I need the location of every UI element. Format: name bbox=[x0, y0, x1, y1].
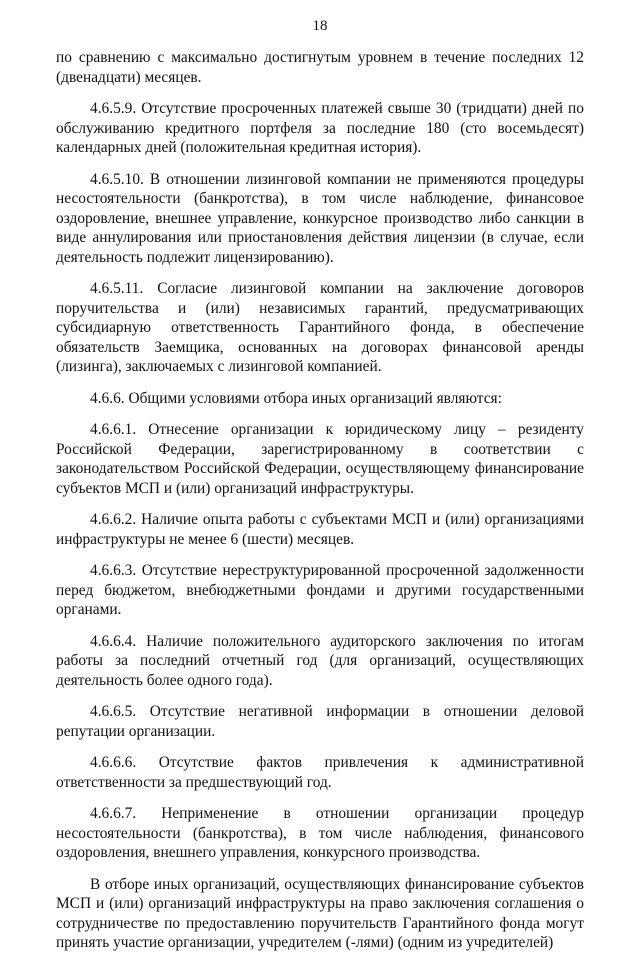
document-body bbox=[56, 48, 584, 965]
paragraph-4-6-6-3: 4.6.6.3. Отсутствие нереструктурированной просроченной задолженности перед бюджетом, внебюджетными фондами и другими государственными органами. bbox=[56, 562, 584, 618]
paragraph-4-6-6-5: 4.6.6.5. Отсутствие негативной информации в отношении деловой репутации организации. bbox=[56, 703, 584, 740]
paragraph-4-6-5-11: 4.6.5.11. Согласие лизинговой компании на заключение договоров поручительства и (или) независимых гарантий, предусматривающих субсидиарную ответственность Гарантийного фонда, в обеспечение обязательств Заемщика, основанных на договорах финансовой аренды (лизинга), заключаемых с лизинговой компанией. bbox=[56, 280, 584, 375]
paragraph-selection-participants: В отборе иных организаций, осуществляющих финансирование субъектов МСП и (или) организаций инфраструктуры на право заключения соглашения о сотрудничестве по предоставлению поручительств Гарантийного фонда могут принять участие организации, учредителем (-лями) (одним из учредителей) bbox=[56, 875, 584, 951]
paragraph-4-6-6-7: 4.6.6.7. Неприменение в отношении организации процедур несостоятельности (банкротства), в том числе наблюдения, финансового оздоровления, внешнего управления, конкурсного производства. bbox=[56, 805, 584, 861]
paragraph-4-6-6-1: 4.6.6.1. Отнесение организации к юридическому лицу – резиденту Российской Федерации, зарегистрированному в соответствии с законодательством Российской Федерации, осуществляющему финансирование субъектов МСП и (или) организаций инфраструктуры. bbox=[56, 421, 584, 497]
paragraph-continuation: по сравнению с максимально достигнутым уровнем в течение последних 12 (двенадцати) месяцев. bbox=[56, 49, 584, 86]
page-number: 18 bbox=[312, 18, 328, 34]
paragraph-4-6-5-9: 4.6.5.9. Отсутствие просроченных платежей свыше 30 (тридцати) дней по обслуживанию кредитного портфеля за последние 180 (сто восемьдесят) календарных дней (положительная кредитная история). bbox=[56, 100, 584, 156]
paragraph-4-6-6: 4.6.6. Общими условиями отбора иных организаций являются: bbox=[90, 389, 502, 407]
paragraph-4-6-6-4: 4.6.6.4. Наличие положительного аудиторского заключения по итогам работы за последний отчетный год (для организаций, осуществляющих деятельность более одного года). bbox=[56, 632, 584, 689]
paragraph-4-6-5-10: 4.6.5.10. В отношении лизинговой компании не применяются процедуры несостоятельности (банкротства), в том числе наблюдение, финансовое оздоровление, внешнее управление, конкурсное производство либо санкции в виде аннулирования или приостановления действия лицензии (в случае, если деятельность подлежит лицензированию). bbox=[56, 170, 584, 266]
paragraph-4-6-6-6: 4.6.6.6. Отсутствие фактов привлечения к административной ответственности за предшествующий год. bbox=[56, 754, 584, 791]
paragraph-4-6-6-2: 4.6.6.2. Наличие опыта работы с субъектами МСП и (или) организациями инфраструктуры не менее 6 (шести) месяцев. bbox=[56, 511, 584, 548]
